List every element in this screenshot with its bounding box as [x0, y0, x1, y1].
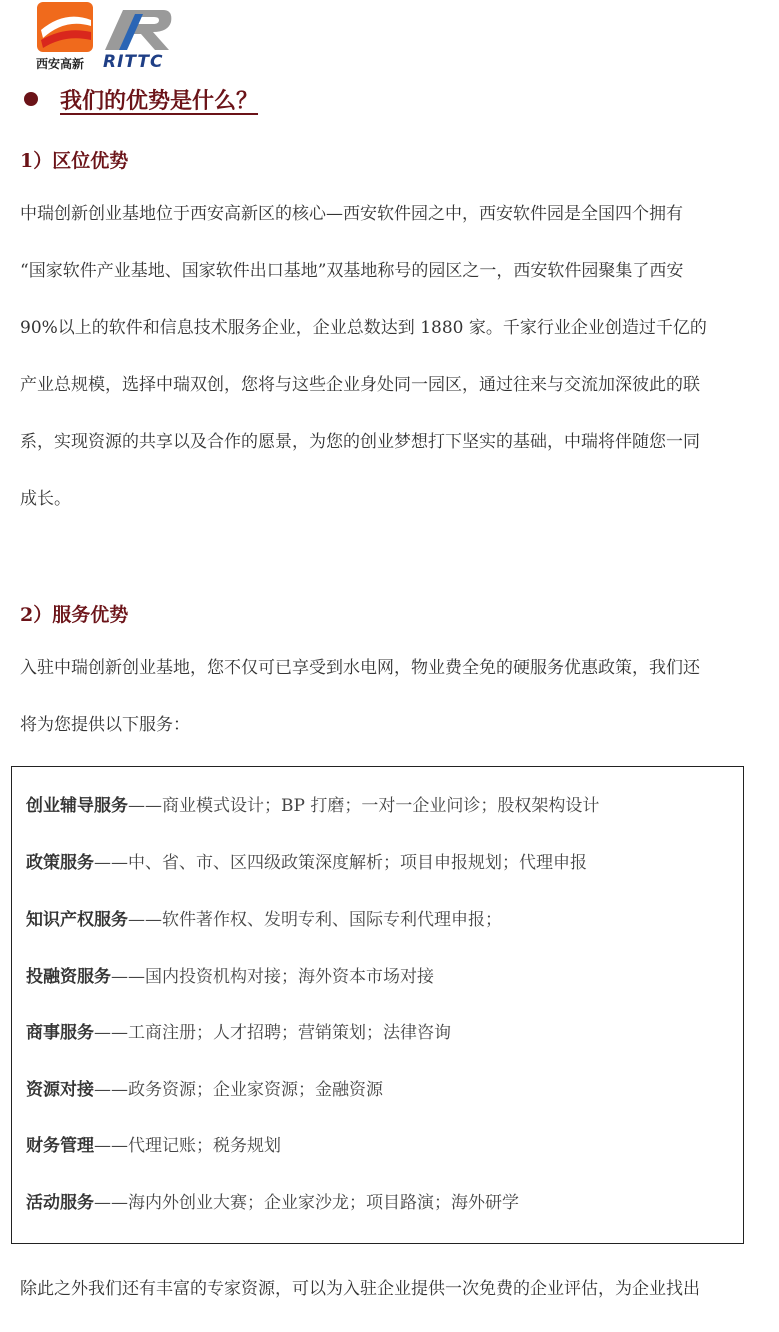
text-line: 入驻中瑞创新创业基地，您不仅可已享受到水电网，物业费全免的硬服务优惠政策，我们还	[20, 658, 700, 678]
service-item	[26, 848, 587, 873]
service-item	[26, 1018, 451, 1043]
text-line: 90%以上的软件和信息技术服务企业，企业总数达到 1880 家。千家行业企业创造过千亿的	[20, 318, 707, 338]
service-name: 资源对接	[26, 1080, 94, 1100]
bullet-icon	[24, 92, 38, 106]
service-item	[26, 791, 599, 816]
service-name: 政策服务	[26, 853, 94, 873]
service-item	[26, 905, 502, 930]
text-line: 中瑞创新创业基地位于西安高新区的核心—西安软件园之中，西安软件园是全国四个拥有	[20, 204, 683, 224]
services-box	[11, 766, 744, 1244]
service-name: 商事服务	[26, 1023, 94, 1043]
service-desc: ——中、省、市、区四级政策深度解析；项目申报规划；代理申报	[94, 853, 587, 873]
service-item	[26, 1075, 383, 1100]
service-desc: ——代理记账；税务规划	[94, 1136, 281, 1156]
service-name: 创业辅导服务	[26, 796, 128, 816]
section-title-location: 1）区位优势	[20, 150, 129, 172]
service-item	[26, 1131, 281, 1156]
logo-mark-icon	[35, 0, 175, 56]
service-name: 财务管理	[26, 1136, 94, 1156]
logo-cn-text: 西安高新	[36, 57, 85, 71]
service-desc: ——软件著作权、发明专利、国际专利代理申报；	[128, 910, 502, 930]
service-item	[26, 962, 434, 987]
service-item	[26, 1188, 519, 1213]
text-line: 系，实现资源的共享以及合作的愿景，为您的创业梦想打下坚实的基础，中瑞将伴随您一同	[20, 432, 700, 452]
service-desc: ——海内外创业大赛；企业家沙龙；项目路演；海外研学	[94, 1193, 519, 1213]
text-line: 产业总规模，选择中瑞双创，您将与这些企业身处同一园区，通过往来与交流加深彼此的联	[20, 375, 700, 395]
text-line: 将为您提供以下服务：	[20, 715, 190, 735]
section-title-service: 2）服务优势	[20, 604, 129, 626]
service-desc: ——政务资源；企业家资源；金融资源	[94, 1080, 383, 1100]
service-desc: ——工商注册；人才招聘；营销策划；法律咨询	[94, 1023, 451, 1043]
section-body-location	[20, 200, 779, 542]
service-name: 活动服务	[26, 1193, 94, 1213]
page-title: 我们的优势是什么？	[60, 88, 259, 114]
text-line: 除此之外我们还有丰富的专家资源，可以为入驻企业提供一次免费的企业评估，为企业找出	[20, 1279, 700, 1299]
service-desc: ——商业模式设计；BP 打磨；一对一企业问诊；股权架构设计	[128, 796, 600, 816]
text-line: 成长。	[20, 489, 71, 509]
service-name: 投融资服务	[26, 967, 111, 987]
service-desc: ——国内投资机构对接；海外资本市场对接	[111, 967, 434, 987]
service-name: 知识产权服务	[26, 910, 128, 930]
section-body-service	[20, 654, 779, 768]
text-line: “国家软件产业基地、国家软件出口基地”双基地称号的园区之一，西安软件园聚集了西安	[20, 261, 684, 281]
logo-en-text: RITTC	[103, 52, 164, 72]
